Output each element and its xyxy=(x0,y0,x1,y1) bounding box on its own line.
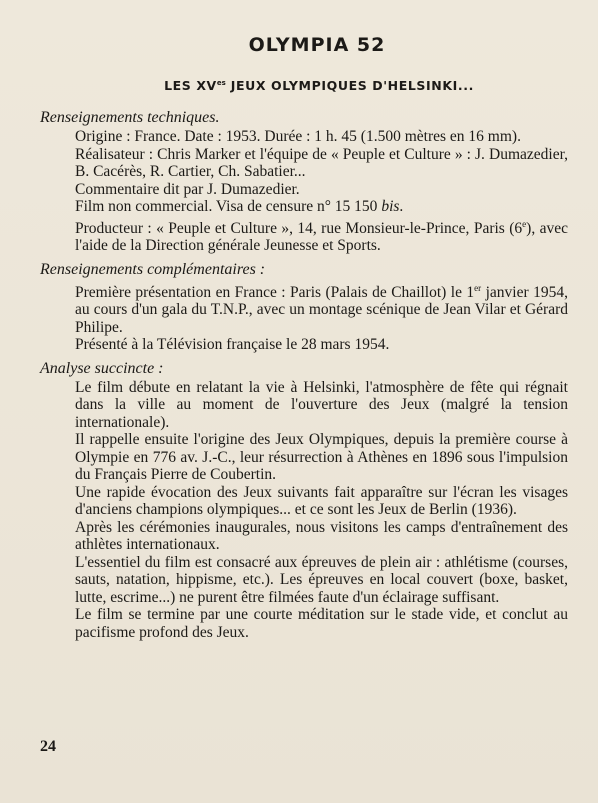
analysis-paragraph: L'essentiel du film est consacré aux épreuves de plein air : athlétisme (courses, sauts, natation, hippisme, etc.). Les épreuves en local couvert (boxe, basket, lutte, escrime...) ne purent être filmées faute d'un éclairage suffisant. xyxy=(75,553,568,606)
premiere-superscript: er xyxy=(474,282,482,293)
analysis-paragraph: Le film se termine par une courte méditation sur le stade vide, et conclut au pacifisme profond des Jeux. xyxy=(75,606,568,641)
subtitle-suffix: JEUX OLYMPIQUES D'HELSINKI... xyxy=(225,78,474,93)
subtitle-superscript: es xyxy=(216,78,226,87)
technical-visa xyxy=(75,198,568,216)
section-complementary xyxy=(40,280,568,354)
analysis-paragraph: Il rappelle ensuite l'origine des Jeux Olympiques, depuis la première course à Olympie en 776 av. J.-C., leur résurrection à Athènes en 1896 sous l'impulsion du Français Pierre de Coubertin. xyxy=(75,431,568,484)
visa-end: . xyxy=(399,198,404,215)
technical-producer xyxy=(75,216,568,255)
section-analysis xyxy=(40,379,568,642)
page-title: OLYMPIA 52 xyxy=(248,34,386,56)
complementary-premiere xyxy=(75,280,568,337)
visa-bis: bis xyxy=(381,198,400,215)
premiere-text: Première présentation en France : Paris (Palais de Chaillot) le 1 xyxy=(75,283,475,301)
section-technical xyxy=(40,128,568,255)
technical-origin: Origine : France. Date : 1953. Durée : 1 h. 45 (1.500 mètres en 16 mm). xyxy=(75,128,521,145)
analysis-paragraph: Une rapide évocation des Jeux suivants fait apparaître sur l'écran les visages d'anciens champions olympiques... et ce sont les Jeux de Berlin (1936). xyxy=(75,483,568,519)
section-heading-complementary: Renseignements complémentaires : xyxy=(40,260,266,278)
page-number: 24 xyxy=(40,738,56,755)
page-subtitle xyxy=(40,78,568,93)
visa-text: Film non commercial. Visa de censure n° 15 150 xyxy=(75,198,382,215)
technical-director: Réalisateur : Chris Marker et l'équipe de « Peuple et Culture » : J. Dumazedier, B. Cacérès, R. Cartier, Ch. Sabatier... xyxy=(75,145,568,180)
section-heading-analysis: Analyse succincte : xyxy=(40,359,164,377)
subtitle-prefix: LES XV xyxy=(164,78,217,93)
producer-text: Producteur : « Peuple et Culture », 14, rue Monsieur-le-Prince, Paris (6 xyxy=(75,219,523,237)
technical-commentary: Commentaire dit par J. Dumazedier. xyxy=(75,180,300,198)
premiere-end: janvier 1954, au cours d'un gala du T.N.P., avec un montage scénique de Jean Vilar et Gérard Philipe. xyxy=(75,283,568,336)
analysis-paragraph: Après les cérémonies inaugurales, nous visitons les camps d'entraînement des athlètes internationaux. xyxy=(75,518,568,554)
analysis-paragraph: Le film débute en relatant la vie à Helsinki, l'atmosphère de fête qui régnait dans la ville au moment de l'ouverture des Jeux (malgré la tension internationale). xyxy=(75,378,568,431)
complementary-tv: Présenté à la Télévision française le 28 mars 1954. xyxy=(75,336,390,354)
producer-superscript: e xyxy=(522,218,527,229)
producer-end: ), avec l'aide de la Direction générale Jeunesse et Sports. xyxy=(75,219,569,255)
section-heading-technical: Renseignements techniques. xyxy=(40,109,220,126)
